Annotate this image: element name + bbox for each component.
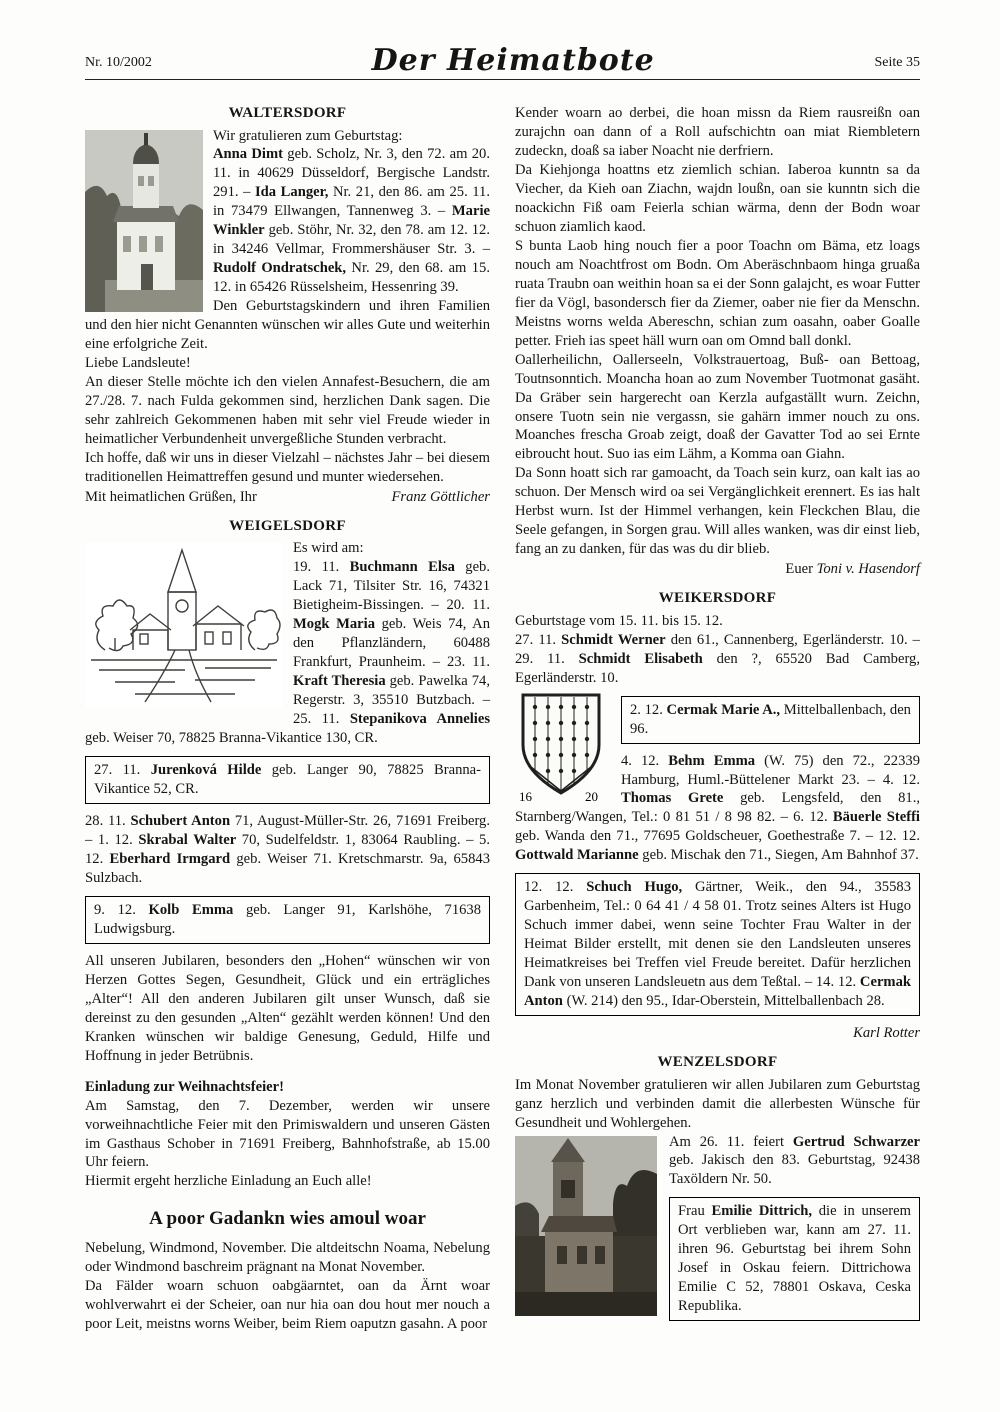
section-body: [515, 1076, 920, 1330]
section-heading: WEIGELSDORF: [229, 517, 346, 534]
section-body: [515, 612, 920, 1043]
notice-box-dittrich: [669, 1197, 920, 1321]
author-signature: Karl Rotter: [853, 1025, 920, 1042]
masthead: Der Heimatbote: [371, 43, 655, 78]
author-signature: Euer Toni v. Hasendorf: [785, 561, 920, 578]
section-weikersdorf: [515, 589, 920, 1043]
paragraph-gadankn-4: Da Kiehjonga hoattns etz ziemlich schian. Iaberoa kunntn sa da Viecher, da Kieh oan Ziachn, wajdn loußn, oan sie kunntn sich die noackichn Fiß oam Feierla schian wärma, denn der Bodn woar schuon ziamlich kaod.: [515, 161, 920, 235]
right-column: [515, 104, 920, 1343]
invitation-heading: Einladung zur Weihnachtsfeier!: [85, 1078, 284, 1095]
signoff-text: Mit heimatlichen Grüßen, Ihr: [85, 488, 257, 505]
paragraph-more-birthdays: 4. 12. Behm Emma (W. 75) den 72., 22339 Hamburg, Huml.-Büttelener Markt 23. – 4. 12. Thomas Grete geb. Lengsfeld, den 81., Starnberg/Wangen, Tel.: 0 81 51 / 8 98 82. – 6. 12. Bäuerle Steffi geb. Wanda den 71., 77695 Goldscheuer, Goethestraße 7. – 12. 12. Gottwald Marianne geb. Mischak den 71., Siegen, Am Bahnhof 37.: [515, 752, 920, 864]
notice-box-schuch-hugo: [515, 873, 920, 1016]
wenzelsdorf-church-photo: [515, 1136, 657, 1316]
section-heading: WALTERSDORF: [228, 105, 347, 121]
paragraph-intro: Wir gratulieren zum Geburtstag:: [213, 127, 403, 144]
paragraph-intro: Geburtstage vom 15. 11. bis 15. 12.: [515, 612, 723, 629]
author-signature: Franz Göttlicher: [391, 488, 490, 505]
paragraph-salute: Liebe Landsleute!: [85, 355, 191, 372]
coat-of-arms-graphic: [515, 691, 607, 805]
column-layout: [85, 104, 920, 1343]
header-rule: [85, 79, 920, 80]
paragraph-more-birthdays: 28. 11. Schubert Anton 71, August-Müller-Str. 26, 71691 Freiberg. – 1. 12. Skrabal Walter 70, Sudelfeldstr. 1, 83064 Raubling. – 5. 12. Eberhard Irmgard geb. Weiser 71. Kretschmarstr. 9a, 65843 Sulzbach.: [85, 812, 491, 886]
paragraph-birthday: Am 26. 11. feiert Gertrud Schwarzer geb. Jakisch den 83. Geburtstag, 92438 Taxöldern Nr. 50.: [669, 1133, 920, 1188]
waltersdorf-church-photo: [85, 130, 203, 312]
paragraph-intro: Es wird am:: [293, 540, 364, 557]
paragraph-birthdays: Anna Dimt geb. Scholz, Nr. 3, den 72. am 20. 11. in 40629 Düsseldorf, Bergische Landstr. 291. – Ida Langer, Nr. 21, den 86. am 25. 11. in 73479 Ellwangen, Tannenweg 3. – Marie Winkler geb. Stöhr, Nr. 32, den 78. am 12. 12. in 34246 Vellmar, Frommershäuser Str. 3. – Rudolf Ondratschek, Nr. 29, den 68. am 15. 12. in 65426 Rüsselsheim, Hessenring 39.: [213, 146, 491, 296]
section-heading: WENZELSDORF: [657, 1054, 778, 1071]
issue-number: Nr. 10/2002: [85, 55, 152, 70]
section-wenzelsdorf: [515, 1053, 920, 1329]
paragraph-annafest: An dieser Stelle möchte ich den vielen Annafest-Besuchern, die am 27./28. 7. nach Fulda gekommen sind, herzlichen Dank sagen. Die sehr zahlreich Gekommenen haben mit sehr viel Freude wieder in heimatlicher Verbundenheit unvergeßliche Stunden verbracht.: [85, 374, 490, 447]
paragraph-gadankn-5: S bunta Laob hing nouch fier a poor Toachn om Bäma, etz loags nouch am Noachtfrost om Bodn. Om Aberäschnbaom hinga gruaßa ruata Traubn oan weithin hoan sa ei der Sonn galajcht, es woar Futter fier da Vögl, basondersch fier da Ziemer, oaber nie fier da Menschn. Meistns worns welda Abereschn, schian zum oasahn, oaber Goalle petter. Frieh ias speet häll wurn oan om Omnd ball donkl.: [515, 237, 920, 349]
paragraph-birthdays: 19. 11. Buchmann Elsa geb. Lack 71, Tilsiter Str. 16, 74321 Bietigheim-Bissingen. – 20. 11. Mogk Maria geb. Weis 74, An den Pflanzländern, 60488 Frankfurt, Praunheim. – 23. 11. Kraft Theresia geb. Pawelka 74, Regerstr. 3, 35510 Butzbach. – 25. 11. Stepanikova Annelies geb. Weiser 70, 78825 Branna-Vikantice 130, CR.: [85, 559, 490, 747]
signature-row: [85, 488, 490, 507]
weigelsdorf-church-drawing: [85, 542, 283, 708]
church-drawing-graphic: [85, 542, 283, 708]
notice-text: 9. 12. Kolb Emma geb. Langer 91, Karlshöhe, 71638 Ludwigsburg.: [94, 901, 482, 937]
page-header: [85, 43, 920, 78]
section-body: [85, 127, 490, 507]
church-photo-graphic: [85, 130, 203, 312]
paragraph-gadankn-3: Kender woarn ao derbei, die hoan missn da Riem rausreißn oan zurajchn oan dann of a Roll aufschichtn oan miat Riembletern zudeckn, doaß sa iaber Noacht nie derfriern.: [515, 105, 920, 159]
notice-text: Frau Emilie Dittrich, die in unserem Ort verblieben war, kann am 27. 11. ihren 96. Geburtstag bei ihrem Sohn Josef in Oskau feiern. Dittrichowa Emilie C 52, 78801 Oskava, Ceska Republika.: [678, 1203, 911, 1315]
paragraph-invitation: Am Samstag, den 7. Dezember, werden wir unsere vorweihnachtliche Feier mit den Primiswaldern und unseren Gästen im Gasthaus Schober in 71691 Freiberg, Bahnhofstraße, ab 15.00 Uhr feiern.: [85, 1097, 490, 1171]
section-body: [85, 539, 490, 1065]
notice-box-cermak-marie: [621, 696, 920, 744]
paragraph-birthdays: 27. 11. Schmidt Werner den 61., Cannenberg, Egerländerstr. 10. – 29. 11. Schmidt Elisabeth den ?, 65520 Bad Camberg, Egerländerstr. 10.: [515, 631, 920, 686]
left-column: [85, 104, 490, 1343]
notice-box-kolb: [85, 896, 490, 944]
section-waltersdorf: [85, 104, 490, 507]
section-gadankn-continued: [515, 104, 920, 579]
church-photo-graphic: [515, 1136, 657, 1316]
paragraph-wishes: Den Geburtstagskindern und ihren Familien und den hier nicht Genannten wünschen wir alles Gute und weiterhin eine erfolgriche Zeit.: [85, 298, 490, 353]
section-heading: WEIKERSDORF: [658, 590, 777, 607]
paragraph-jubilare: All unseren Jubilaren, besonders den „Hohen“ wünschen wir von Herzen Gottes Segen, Gesundheit, Glück und ein erträgliches „Alter“! All den anderen Jubilaren gilt unser Wunsch, daß sie dereinst zu den gesunden „Alten“ gezählt werden können! Und den Kranken wünschen wir baldige Genesung, Geduld, Hilfe und Hoffnung in jeder Betrübnis.: [85, 952, 490, 1064]
paragraph-gadankn-1: Nebelung, Windmond, November. Die altdeitschn Noama, Nebelung oder Windmond baschreim prägnant na Monat November.: [85, 1240, 490, 1276]
notice-text: 27. 11. Jurenková Hilde geb. Langer 90, 78825 Branna-Vikantice 52, CR.: [94, 762, 481, 797]
paragraph-gadankn-6: Oallerheilichn, Oallerseeln, Volkstrauertoag, Buß- oan Bettoag, Toutnsonntich. Moancha hoan ao zum November Tuotmonat gasäht. Da Gräber sein hargerecht oan Kerzla aufgaställt wurn. Zeichn, onsere Tuotn sein nie vergassn, sie gahärn immer nouch zu ons. Moanches frescha Groab zeigt, doaß der Gavatter Tod ao sei Ernte eibroucht hout. Suo ias eim Lähm, a Komma oan Giahn.: [515, 351, 920, 463]
page-number: Seite 35: [874, 55, 920, 70]
notice-text: 2. 12. Cermak Marie A., Mittelballenbach, den 96.: [630, 701, 911, 737]
paragraph-gadankn-2: Da Fälder woarn schuon oabgäarntet, oan da Ärnt woar wohlverwahrt ei der Scheier, oan nur hia oan dou hout mer nouch a poor Leit, meistns worns Weiber, beim Riem oaputzn gasahn. A poor: [85, 1278, 490, 1332]
paragraph-invitation-close: Hiermit ergeht herzliche Einladung an Euch alle!: [85, 1173, 372, 1190]
notice-box-jurenkova: [85, 756, 490, 804]
crest-number-right: 20: [585, 788, 598, 804]
section-einladung: [85, 1078, 490, 1192]
crest-number-left: 16: [519, 788, 532, 804]
article-headline: A poor Gadankn wies amoul woar: [149, 1208, 426, 1230]
paragraph-hope: Ich hoffe, daß wir uns in dieser Vielzahl – nächstes Jahr – bei diesem traditionellen Heimattreffen gesund und munter wiedersehen.: [85, 449, 490, 485]
notice-text: 12. 12. Schuch Hugo, Gärtner, Weik., den 94., 35583 Garbenheim, Tel.: 0 64 41 / 4 58 01. Trotz seines Alters ist Hugo Schuch immer dabei, wenn seine Tochter Frau Walter in der Heimat Bilder erstellt, mit denen sie den Landsleuten unseres Heimatkreises bei Treffen viel Freude bereitet. Dafür herzlichen Dank von unseren Landsleuetn aus dem Teßtal. – 14. 12. Cermak Anton (W. 214) den 95., Idar-Oberstein, Mittelballenbach 28.: [524, 879, 911, 1010]
weikersdorf-coat-of-arms: [515, 691, 607, 805]
paragraph-intro: Im Monat November gratulieren wir allen Jubilaren zum Geburtstag ganz herzlich und verbinden damit die allerbesten Wünsche für Gesundheit und Wohlergehen.: [515, 1076, 920, 1131]
paragraph-gadankn-7: Da Sonn hoatt sich rar gamoacht, da Toach sein kurz, oan kalt ias ao schuon. Der Mensch wird oa sei Vergänglichkeit erennert. Es ias halt Herbst wurn. Ist der Himmel verhangen, kein Fleckchen Blau, die Seele gefangen, in Sorgen grau. Will alles wanken, was dir einst lieb, fang an zu danken, für das was du dir blieb.: [515, 465, 920, 558]
section-weigelsdorf: [85, 517, 490, 1066]
section-gadankn: [85, 1207, 490, 1334]
